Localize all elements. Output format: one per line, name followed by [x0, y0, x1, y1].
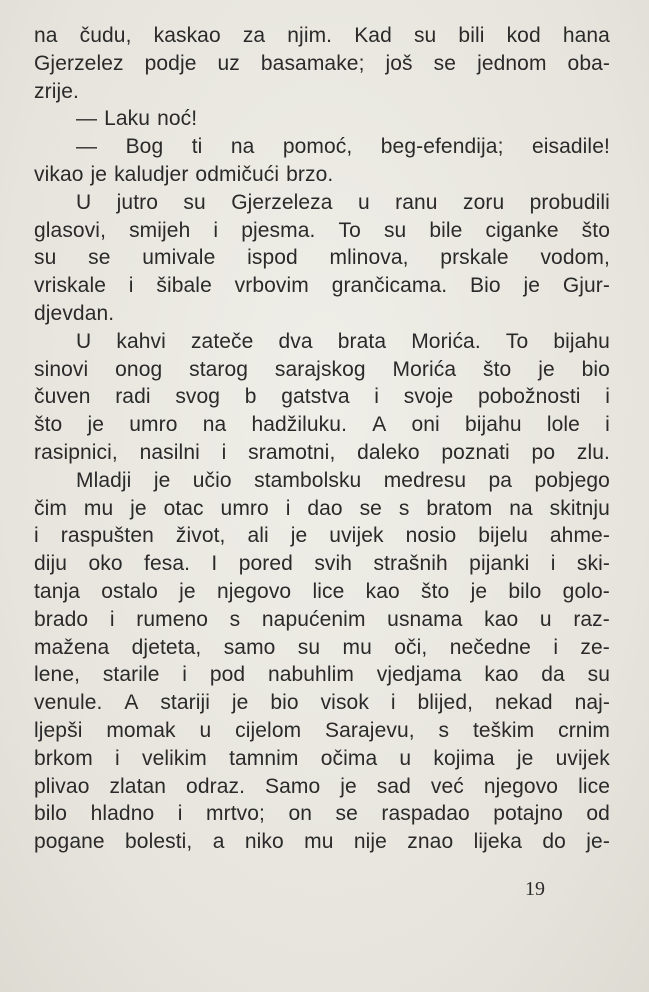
word: Gjerzeleza [231, 190, 333, 214]
word: je [340, 774, 357, 798]
word: radi [115, 385, 151, 409]
word: umivale [142, 246, 216, 270]
word: život, [175, 524, 226, 548]
word: probudili [529, 190, 610, 214]
word: u [357, 190, 370, 214]
text-line [34, 439, 610, 467]
text-line [34, 328, 610, 356]
text-line [34, 578, 610, 606]
word: Gjerzelez [34, 51, 124, 75]
word: venule. [34, 691, 103, 715]
word: rasipnici, [34, 440, 118, 464]
text-line [34, 828, 610, 856]
text-line [34, 22, 610, 50]
word: Laku [104, 107, 151, 131]
word: kao [484, 607, 519, 631]
word: naj- [574, 691, 610, 715]
word: je [130, 496, 147, 520]
word: rumeno [136, 607, 209, 631]
word: bili [458, 24, 485, 47]
word: pod [209, 663, 246, 687]
word: otac [163, 496, 204, 520]
word: čim [34, 496, 67, 520]
word: u [199, 718, 212, 742]
word: ahme- [549, 524, 610, 548]
word: kao [365, 579, 400, 603]
text-line [34, 745, 610, 773]
word: kaskao [153, 24, 221, 47]
word: vikao [34, 162, 84, 186]
word: djevdan. [34, 301, 115, 325]
text-line [34, 383, 610, 411]
word: u [539, 607, 552, 631]
word: dao [307, 496, 343, 520]
word: nije [353, 830, 387, 854]
word: nekad [494, 691, 553, 715]
word: jednom [477, 51, 547, 75]
word: na [230, 135, 255, 159]
word: lice [578, 774, 610, 798]
word: kod [506, 24, 541, 47]
word: djeteta, [131, 635, 202, 659]
word: njegovo [483, 774, 559, 798]
word: vrbovim [234, 274, 309, 298]
word: se [359, 496, 382, 520]
word: plivao [34, 774, 90, 798]
word: i [34, 524, 39, 548]
word: od [586, 802, 610, 826]
word: se [88, 246, 111, 270]
word: b [244, 385, 257, 409]
word: kojima [433, 746, 495, 770]
word: napućenim [261, 607, 366, 631]
word: bio [270, 691, 299, 715]
word: odmičući [195, 162, 280, 186]
word: noć! [157, 107, 198, 131]
word: velikim [142, 746, 207, 770]
word: A [124, 691, 139, 715]
word: umro [220, 496, 269, 520]
word: kahvi [116, 329, 166, 353]
word: i [285, 496, 291, 520]
word: gatstva [281, 385, 350, 409]
word: ze- [580, 635, 610, 659]
word: što [581, 218, 610, 242]
word: teškim [472, 718, 535, 742]
word: uz [217, 51, 240, 75]
word: u [399, 746, 412, 770]
word: starile [102, 663, 160, 687]
word: usnama [387, 607, 463, 631]
text-line [34, 356, 610, 384]
word: do [542, 830, 566, 854]
word: starog [189, 357, 249, 381]
word: što [421, 579, 450, 603]
word: crnim [558, 718, 610, 742]
word: zateče [190, 329, 254, 353]
word: kao [484, 663, 519, 687]
word: ti [191, 135, 203, 159]
word: Samo [264, 774, 321, 798]
word: grančicama. [331, 274, 448, 298]
word: pjesma. [241, 218, 316, 242]
word: — [76, 107, 98, 131]
word: kaludjer [114, 162, 189, 186]
word: ali [247, 524, 269, 548]
word: šibale [156, 274, 212, 298]
word: na [34, 24, 58, 47]
page-number: 19 [525, 878, 545, 900]
word: nosio [405, 524, 457, 548]
word: se [433, 51, 457, 75]
word: hladno [90, 802, 155, 826]
word: i [550, 552, 556, 576]
word: sarajskog [274, 357, 366, 381]
word: pomoć, [282, 135, 353, 159]
word: mrtvo; [206, 802, 265, 826]
word: je [290, 524, 308, 548]
word: bilo [508, 579, 542, 603]
word: raz- [573, 607, 610, 631]
word: hadžiluku. [251, 413, 347, 437]
word: zlatan [109, 774, 167, 798]
word: Morića [392, 357, 457, 381]
text-line [34, 689, 610, 717]
text-line [34, 78, 610, 106]
word: pijanki [469, 552, 530, 576]
text-line [34, 272, 610, 300]
word: smijeh [129, 218, 191, 242]
word: raspadao [381, 802, 470, 826]
word: pored [238, 552, 293, 576]
word: momak [106, 718, 176, 742]
word: strašnih [373, 552, 448, 576]
word: pobjego [534, 468, 610, 492]
word: po [531, 440, 556, 464]
word: je [90, 162, 108, 186]
word: umro [129, 413, 178, 437]
word: U [76, 329, 92, 353]
word: što [483, 357, 512, 381]
word: je [470, 579, 488, 603]
word: vriskale [34, 274, 106, 298]
word: raspušten [60, 524, 154, 548]
word: i [221, 440, 227, 464]
word: znao [407, 830, 454, 854]
word: blijed, [417, 691, 474, 715]
word: su [413, 24, 437, 47]
word: i [553, 635, 559, 659]
word: su [34, 246, 57, 270]
word: basamake; [260, 51, 365, 75]
text-line [34, 411, 610, 439]
text-line [34, 773, 610, 801]
word: njegovo [216, 579, 292, 603]
word: lijeka [473, 830, 523, 854]
word: lole [546, 413, 580, 437]
word: poznati [441, 440, 510, 464]
word: zrije. [34, 79, 79, 103]
word: oba- [567, 51, 610, 75]
word: a [212, 830, 225, 854]
word: mlinova, [329, 246, 409, 270]
word: svih [314, 552, 353, 576]
word: U [76, 190, 92, 214]
word: mažena [34, 635, 110, 659]
word: oči, [394, 635, 428, 659]
word: i [605, 413, 610, 437]
word: oni [411, 413, 440, 437]
word: da [541, 663, 565, 687]
text-line [34, 634, 610, 662]
word: To [338, 218, 361, 242]
word: odraz. [186, 774, 246, 798]
word: brado [34, 607, 89, 631]
word: zoru [462, 190, 505, 214]
word: lene, [34, 663, 81, 687]
word: i [182, 663, 188, 687]
text-line [34, 189, 610, 217]
word: i [128, 274, 134, 298]
word: nasilni [139, 440, 200, 464]
word: podje [144, 51, 197, 75]
word: glasovi, [34, 218, 107, 242]
word: i [390, 691, 396, 715]
text-line [34, 467, 610, 495]
word: sad [376, 774, 411, 798]
word: čuven [34, 385, 91, 409]
text-line [34, 522, 610, 550]
word: golo- [562, 579, 610, 603]
word: vjedjama [376, 663, 462, 687]
word: stambolsku [254, 468, 362, 492]
word: on [288, 802, 313, 826]
word: se [335, 802, 358, 826]
word: je [153, 468, 171, 492]
word: je [523, 274, 540, 298]
word: To [505, 329, 529, 353]
word: ostalo [101, 579, 158, 603]
word: s [229, 607, 241, 631]
word: i [109, 607, 115, 631]
text-line [34, 217, 610, 245]
word: ljepši [34, 718, 83, 742]
word: je [179, 579, 196, 603]
word: i [374, 385, 380, 409]
text-line [34, 495, 610, 523]
text-line [34, 800, 610, 828]
word: sramotni, [248, 440, 336, 464]
text-line [34, 161, 610, 189]
word: oko [88, 552, 123, 576]
word: I [211, 552, 218, 576]
word: lice [312, 579, 345, 603]
word: i [177, 802, 183, 826]
word: cijelom [235, 718, 302, 742]
text-line [34, 50, 610, 78]
word: Bio [469, 274, 501, 298]
word: Gjur- [562, 274, 610, 298]
word: ciganke [485, 218, 559, 242]
word: potajno [493, 802, 563, 826]
word: očima [320, 746, 378, 770]
word: stariji [160, 691, 211, 715]
word: zlu. [576, 440, 610, 464]
word: čudu, [79, 24, 132, 47]
word: s [438, 718, 450, 742]
word: su [183, 190, 206, 214]
word: Kad [354, 24, 392, 47]
word: A [372, 413, 387, 437]
word: na [509, 496, 533, 520]
word: svoje [403, 385, 454, 409]
word: je- [586, 830, 610, 854]
word: vodom, [540, 246, 610, 270]
word: nabuhlim [267, 663, 354, 687]
word: bolesti, [125, 830, 193, 854]
word: brzo. [286, 162, 334, 186]
word: je [231, 691, 249, 715]
word: bijahu [553, 329, 610, 353]
text-line [34, 606, 610, 634]
text-line [34, 661, 610, 689]
word: visok [320, 691, 369, 715]
word: brata [337, 329, 387, 353]
word: skitnju [549, 496, 610, 520]
word: su [297, 635, 321, 659]
word: mu [83, 496, 114, 520]
text-line [34, 244, 610, 272]
word: niko [244, 830, 284, 854]
word: nečedne [449, 635, 531, 659]
word: daleko [357, 440, 420, 464]
word: njim. [287, 24, 333, 47]
word: bio [581, 357, 610, 381]
word: prskale [440, 246, 509, 270]
word: su [383, 218, 407, 242]
word: i [213, 218, 219, 242]
body-text [34, 22, 610, 856]
word: fesa. [144, 552, 191, 576]
word: na [202, 413, 227, 437]
text-line [34, 717, 610, 745]
word: pogane [34, 830, 105, 854]
word: mu [304, 830, 334, 854]
word: uvijek [555, 746, 610, 770]
word: za [242, 24, 266, 47]
word: uvijek [329, 524, 384, 548]
word: hana [562, 24, 610, 47]
word: bilo [34, 802, 68, 826]
text-line [34, 133, 610, 161]
word: pa [488, 468, 513, 492]
word: pobožnosti [477, 385, 581, 409]
word: već [430, 774, 464, 798]
word: Bog [125, 135, 164, 159]
word: Morića. [411, 329, 481, 353]
word: diju [34, 552, 68, 576]
word: eisadile! [531, 135, 610, 159]
word: tamnim [229, 746, 299, 770]
word: i [605, 385, 610, 409]
word: bratom [426, 496, 493, 520]
word: je [538, 357, 555, 381]
word: onog [115, 357, 163, 381]
text-line [34, 300, 610, 328]
word: Mladji [76, 468, 132, 492]
word: bile [429, 218, 463, 242]
word: — [76, 135, 98, 159]
word: bijelu [478, 524, 528, 548]
word: ranu [395, 190, 438, 214]
text-line [34, 550, 610, 578]
word: je [516, 746, 534, 770]
word: Sarajevu, [325, 718, 415, 742]
word: s [398, 496, 410, 520]
word: su [587, 663, 610, 687]
word: samo [223, 635, 276, 659]
word: ispod [247, 246, 298, 270]
word: brkom [34, 746, 93, 770]
word: bijahu [465, 413, 522, 437]
word: jutro [116, 190, 159, 214]
word: dva [278, 329, 313, 353]
word: i [115, 746, 120, 770]
word: je [87, 413, 105, 437]
word: mu [342, 635, 372, 659]
word: sinovi [34, 357, 89, 381]
word: tanja [34, 579, 81, 603]
word: beg-efendija; [380, 135, 504, 159]
text-line [34, 105, 610, 133]
word: učio [192, 468, 232, 492]
word: što [34, 413, 63, 437]
word: ski- [576, 552, 610, 576]
word: svog [175, 385, 221, 409]
word: medresu [383, 468, 467, 492]
word: još [385, 51, 413, 75]
